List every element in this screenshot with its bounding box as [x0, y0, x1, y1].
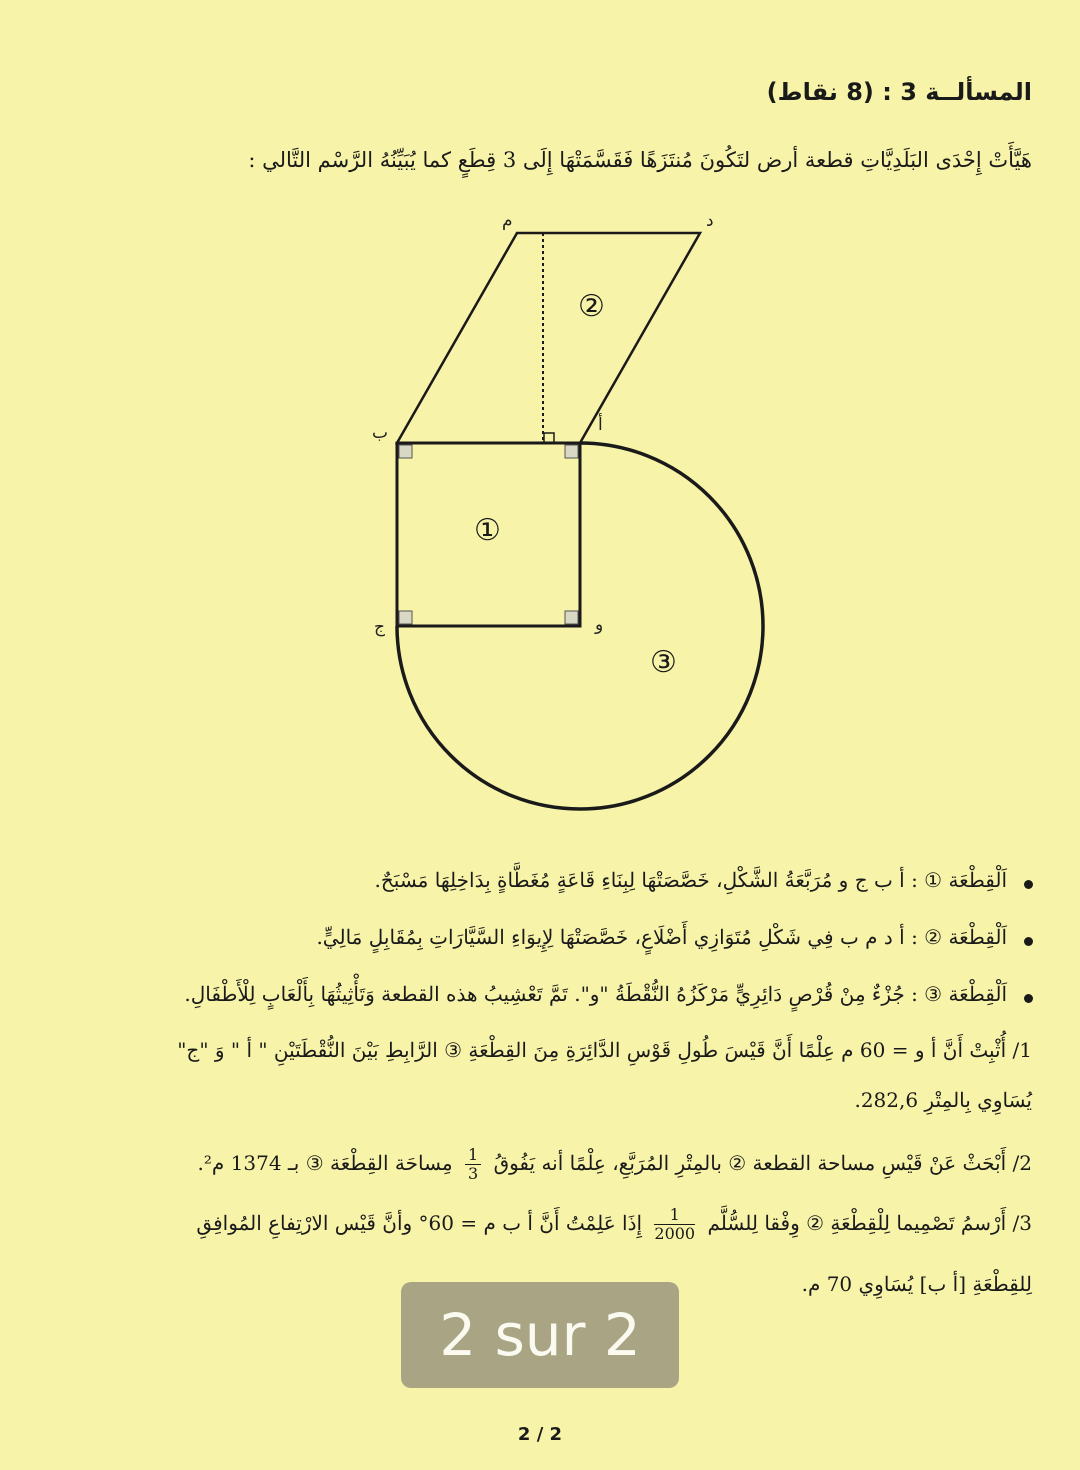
question-1-line-1: 1/ أُثْبِتْ أَنَّ أ و = 60 م عِلْمًا أَنَّ قَيْسَ طُولِ قَوْسِ الدَّائِرَةِ مِنَ القِطْعَةِ ③ الرَّابِطِ بَيْنَ النُّقْطَتَيْنِ " أ " وَ "ج"	[177, 1038, 1032, 1062]
parallelogram-piece	[397, 233, 700, 443]
corner-mark-a	[565, 445, 578, 458]
question-3-line-2: لِلقِطْعَةِ [أ ب] يُسَاوِي 70 م.	[801, 1272, 1032, 1296]
problem-title: المسألــة 3 : (8 نقاط)	[766, 78, 1032, 106]
question-2	[32, 1146, 1032, 1183]
piece-label-1: ①	[474, 513, 501, 548]
fraction-scale	[654, 1206, 695, 1243]
list-item: اَلْقِطْعَة ② : أ د م ب فِي شَكْلِ مُتَوَازِي أَضْلَاعٍ، خَصَّصَتْهَا لِإِيوَاءِ السَّيَّارَاتِ بِمُقَابِلٍ مَالِيٍّ.	[35, 925, 1035, 982]
question-1-line-2: يُسَاوِي بِالمِتْرِ 282,6.	[854, 1088, 1032, 1112]
problem-intro: هَيَّأَتْ إِحْدَى البَلَدِيَّاتِ قطعة أرض لتَكُونَ مُنتَزَهًا فَقَسَّمَتْهَا إِلَى 3 قِطَعٍ كما يُبَيِّنُهُ الرَّسْم التَّالي :	[248, 148, 1032, 172]
list-item: اَلْقِطْعَة ① : أ ب ج و مُرَبَّعَةُ الشَّكْلِ، خَصَّصَتْهَا لِبِنَاءِ قَاعَةٍ مُغَطَّاةٍ بِدَاخِلِهَا مَسْبَحٌ.	[35, 868, 1035, 925]
corner-mark-w	[565, 611, 578, 624]
fraction-one-third	[465, 1146, 481, 1183]
page-number: 2 / 2	[517, 1424, 563, 1445]
piece-label-2: ②	[578, 289, 605, 324]
corner-mark-j	[399, 611, 412, 624]
fraction-denominator: 2000	[654, 1224, 696, 1243]
question-2-text-end: مِساحَة القِطْعَة ③ بـ 1374 م².	[197, 1151, 453, 1175]
point-label-a: أ	[598, 415, 603, 435]
corner-mark-b	[399, 445, 412, 458]
list-item: اَلْقِطْعَة ③ : جُزْءٌ مِنْ قُرْصٍ دَائِرِيٍّ مَرْكَزُهُ النُّقْطَةُ "و". تَمَّ تَعْشِيبُ هذه القطعة وَتَأْثِيثُهَا بِأَلْعَابٍ لِلْأَطْفَالِ.	[35, 982, 1035, 1039]
question-2-text-start: 2/ أَبْحَثْ عَنْ قَيْسِ مساحة القطعة ② بالمِتْرِ المُرَبَّعِ، عِلْمًا أنه يَفُوقُ	[493, 1151, 1032, 1175]
fraction-denominator: 3	[468, 1164, 479, 1183]
question-3-text-start: 3/ أَرْسمُ تَصْمِيما لِلْقِطْعَةِ ② وِفْقا لِلسُّلَّم	[707, 1211, 1032, 1235]
fraction-numerator: 1	[465, 1146, 481, 1165]
question-3-text-end: إِذَا عَلِمْتُ أَنَّ أ ب م = 60° وأنَّ قَيْس الارْتِفاعِ المُوافِقِ	[196, 1211, 643, 1235]
point-label-j: ج	[374, 617, 385, 637]
page-indicator-overlay: 2 sur 2	[401, 1282, 679, 1388]
fraction-numerator: 1	[654, 1206, 695, 1225]
piece-label-3: ③	[650, 645, 677, 680]
pieces-list	[35, 868, 1035, 1039]
point-label-d: د	[706, 211, 714, 231]
point-label-m: م	[502, 211, 513, 231]
point-label-b: ب	[372, 423, 389, 443]
point-label-w: و	[595, 615, 604, 635]
question-3-line-1	[32, 1206, 1032, 1243]
